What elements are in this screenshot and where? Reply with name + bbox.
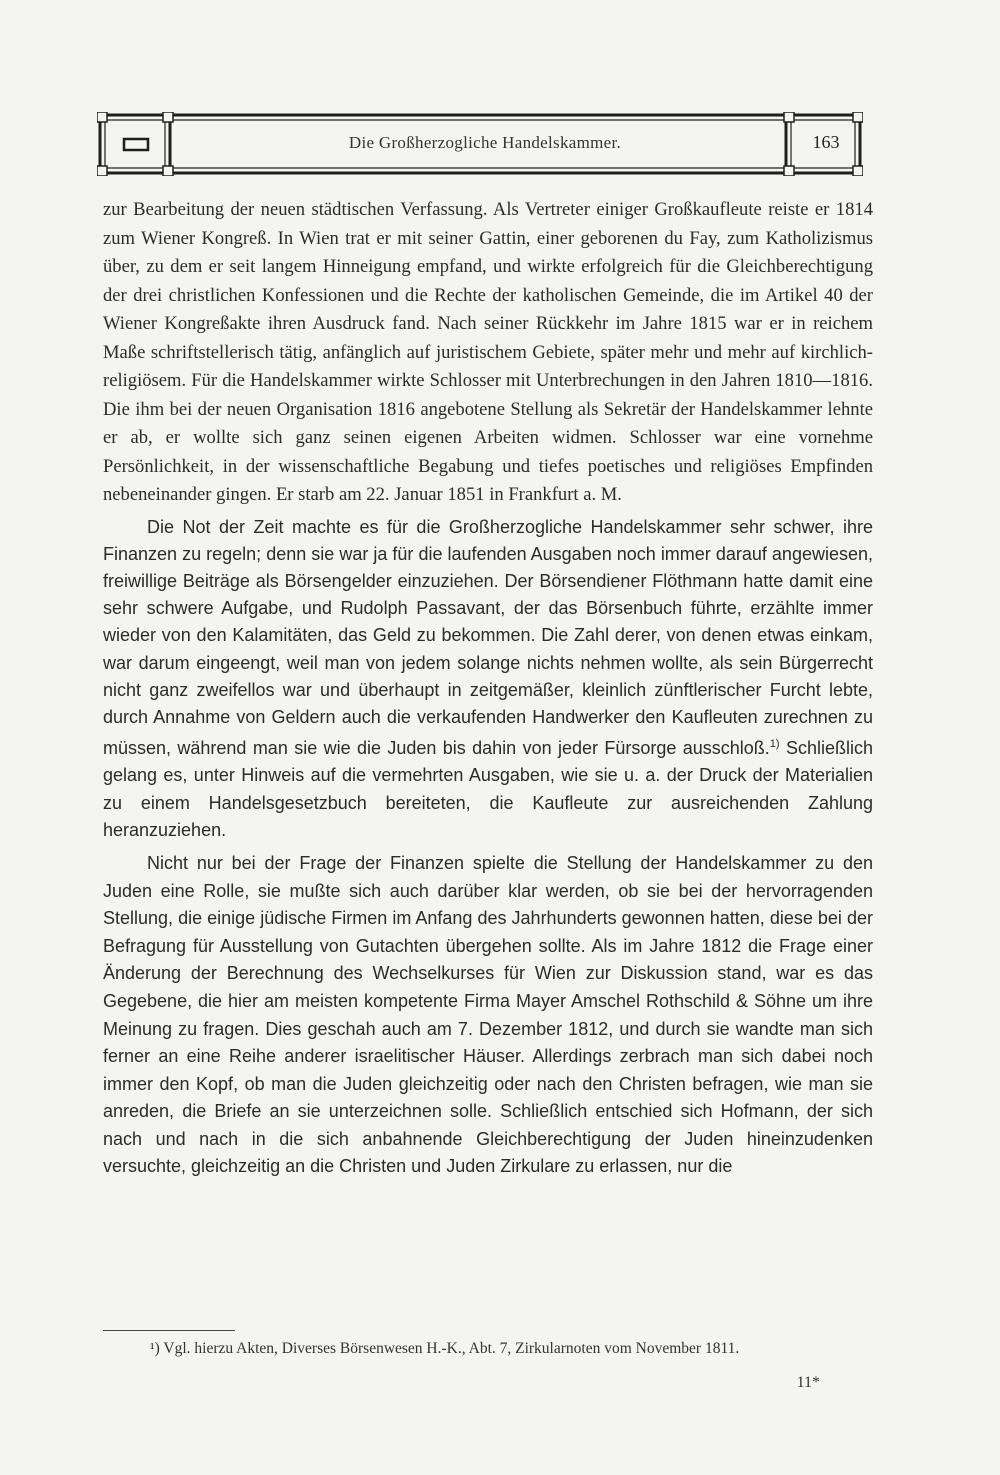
paragraph-2-continuation: Schließlich gelang es, unter Hinweis auf die vermehrten Ausgaben, wie sie u. a. der Druck der Materialien zu einem Handelsgesetzbuch bereiteten, die Kaufleute zur ausreichenden Zahlung heranzuziehen. <box>103 738 873 840</box>
paragraph-2-text: Die Not der Zeit machte es für die Großherzogliche Handelskammer sehr schwer, ihre Finanzen zu regeln; denn sie war ja für die laufenden Ausgaben noch immer darauf angewiesen, freiwillige Beiträge als Börsengelder einzuziehen. Der Börsendiener Flöthmann hatte damit eine sehr schwere Aufgabe, und Rudolph Passavant, der das Börsenbuch führte, erzählte immer wieder von den Kalamitäten, das Geld zu bekommen. Die Zahl derer, von denen etwas einkam, war darum eingeengt, weil man von jedem solange nichts nehmen wollte, als sein Bürgerrecht nicht ganz zweifellos war und überhaupt in zeitgemäßer, kleinlich zünftlerischer Furcht lebte, durch Annahme von Geldern auch die verkaufenden Handwerker den Kaufleuten zurechnen zu müssen, während man sie wie die Juden bis dahin von jeder Fürsorge ausschloß. <box>103 516 873 759</box>
footnote-marker: ¹) <box>150 1340 160 1357</box>
footnote <box>150 1340 890 1358</box>
paragraph-3: Nicht nur bei der Frage der Finanzen spielte die Stellung der Handelskammer zu den Juden eine Rolle, sie mußte sich auch darüber klar werden, ob sie bei der hervorragenden Stellung, die einige jüdische Firmen im Anfang des Jahrhunderts gewonnen hatten, diese bei der Befragung für Ausstellung von Gutachten übergehen sollte. Als im Jahre 1812 die Frage einer Änderung der Berechnung des Wechselkurses für Wien zur Diskussion stand, war es das Gegebene, die hier am meisten kompetente Firma Mayer Amschel Rothschild & Söhne um ihre Meinung zu fragen. Dies geschah auch am 7. Dezember 1812, und durch sie wandte man sich ferner an eine Reihe anderer israelitischer Häuser. Allerdings zerbrach man sich dabei noch immer den Kopf, ob man die Juden gleichzeitig oder nach den Christen befragen, wie man sie anreden, die Briefe an sie unterzeichnen solle. Schließlich entschied sich Hofmann, der sich nach und nach in die sich anbahnende Gleichberechtigung der Juden hineinzudenken versuchte, gleichzeitig an die Christen und Juden Zirkulare zu erlassen, nur die <box>103 852 873 1177</box>
footnote-text: Vgl. hierzu Akten, Diverses Börsenwesen H.-K., Abt. 7, Zirkularnoten vom November 1811. <box>163 1340 740 1357</box>
page-number: 163 <box>812 132 840 152</box>
running-title: Die Großherzogliche Handelskammer. <box>348 133 622 152</box>
footnote-reference: 1) <box>769 738 780 751</box>
signature-mark: 11* <box>796 1374 820 1391</box>
paragraph-2 <box>103 514 873 844</box>
paragraph-1: zur Bearbeitung der neuen städtischen Verfassung. Als Vertreter einiger Großkaufleute reiste er 1814 zum Wiener Kongreß. In Wien trat er mit seiner Gattin, einer geborenen du Fay, zum Katholizismus über, zu dem er seit langem Hinneigung empfand, und wirkte erfolgreich für die Gleichberechtigung der drei christlichen Konfessionen und die Rechte der katholischen Gemeinde, die im Artikel 40 der Wiener Kongreßakte ihren Ausdruck fand. Nach seiner Rückkehr im Jahre 1815 war er in reichem Maße schriftstellerisch tätig, anfänglich auf juristischem Gebiete, später mehr und mehr auf kirchlich-religiösem. Für die Handelskammer wirkte Schlosser mit Unterbrechungen in den Jahren 1810—1816. Die ihm bei der neuen Organisation 1816 angebotene Stellung als Sekretär der Handelskammer lehnte er ab, er wollte sich ganz seinen eigenen Arbeiten widmen. Schlosser war eine vornehme Persönlichkeit, in der wissenschaftliche Begabung und tiefes poetisches und religiöses Empfinden nebeneinander gingen. Er starb am 22. Januar 1851 in Frankfurt a. M. <box>103 199 873 505</box>
body-text <box>103 196 873 1181</box>
footnote-rule <box>103 1330 235 1331</box>
